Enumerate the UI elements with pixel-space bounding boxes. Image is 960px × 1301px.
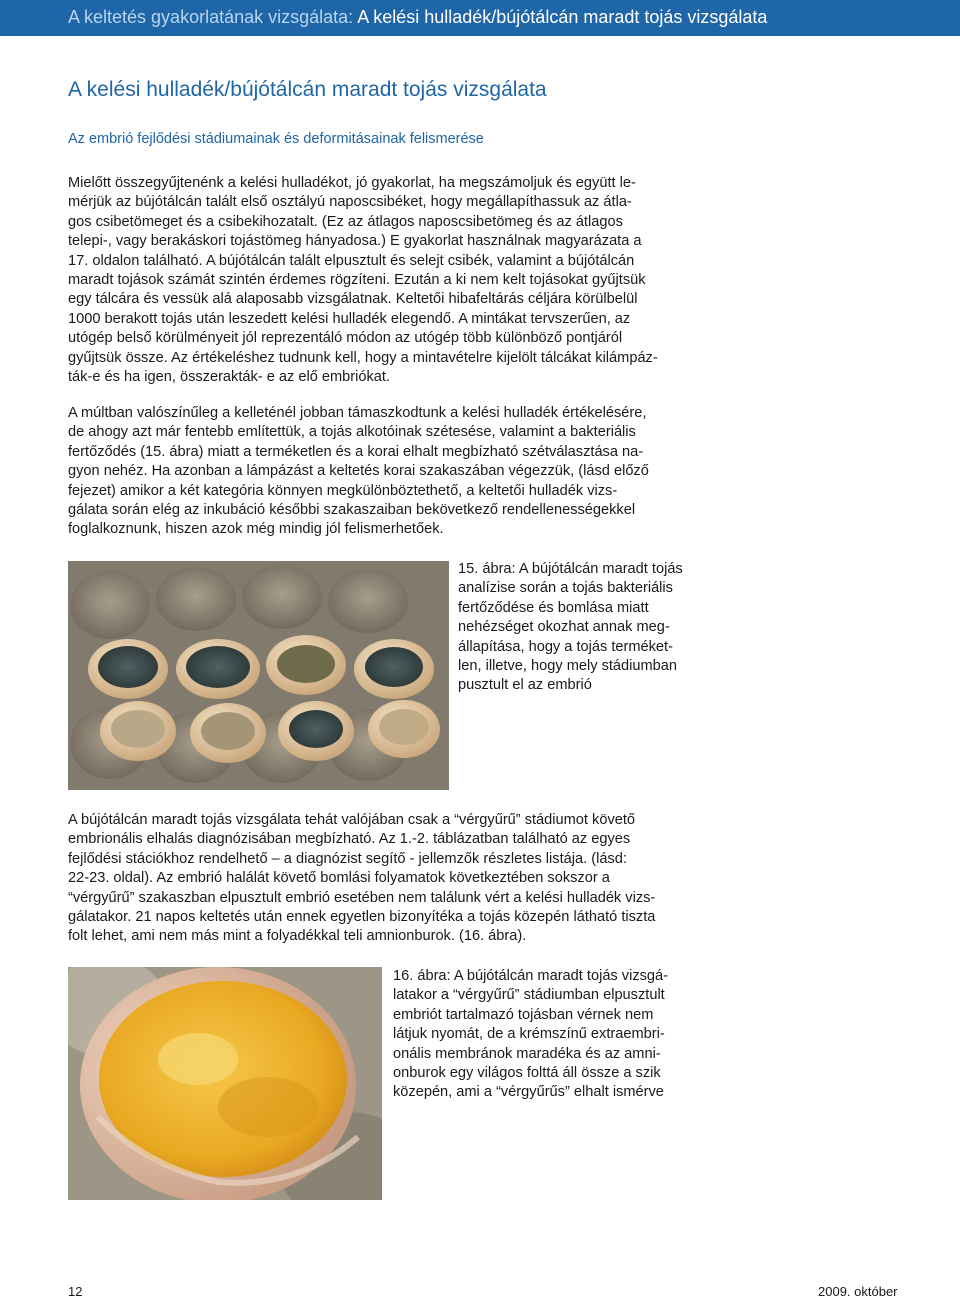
caption-line: analízise során a tojás bakteriális (458, 580, 673, 597)
paragraph-line: fejezet) amikor a két kategória könnyen megkülönböztethető, a keltetői hulladék vizs- (68, 482, 618, 499)
caption-line: 15. ábra: A bújótálcán maradt tojás (458, 561, 683, 577)
caption-line: látjuk nyomát, de a krémszínű extraembri- (393, 1026, 665, 1043)
caption-line: közepén, ami a “vérgyűrűs” elhalt ismérve (393, 1084, 664, 1101)
paragraph-line: 1000 berakott tojás után leszedett kelési hulladék elegendő. A mintákat tervszerűen, az (68, 310, 631, 327)
figure-15-caption (458, 560, 718, 696)
paragraph-line: embrionális elhalás diagnózisában megbízható. Az 1.-2. táblázatban található az egyes (68, 831, 631, 848)
paragraph-line: egy tálcára és vessük alá alaposabb vizsgálatnak. Keltetői hibafeltárás céljára körülbelül (68, 291, 638, 308)
caption-line: pusztult el az embrió (458, 677, 592, 694)
figure-16-egg-photo (68, 967, 382, 1200)
paragraph-line: gyon nehéz. Ha azonban a lámpázást a keltetés korai szakaszában végezzük, (lásd előző (68, 463, 649, 480)
page-title: A kelési hulladék/bújótálcán maradt tojás vizsgálata (68, 78, 547, 101)
paragraph-line: maradt tojások számát szintén érdemes rögzíteni. Ezután a ki nem kelt tojásokat gyűjtsük (68, 272, 646, 289)
paragraph-line: ták-e és ha igen, összerakták- e az elő embriókat. (68, 369, 391, 386)
caption-line: nehézséget okozhat annak meg- (458, 619, 670, 636)
paragraph-line: fejlődési stációkhoz rendelhető – a diagnózist segítő - jellemzők részletes listája. (lásd: (68, 850, 627, 867)
running-header-prefix: A keltetés gyakorlatának vizsgálata: (68, 7, 354, 27)
caption-line: onális membránok maradéka és az amni- (393, 1045, 661, 1062)
paragraph-line: A bújótálcán maradt tojás vizsgálata tehát valójában csak a “vérgyűrű” stádiumot követő (68, 812, 636, 828)
paragraph-line: de ahogy azt már fentebb említettük, a tojás alkotóinak szétesése, valamint a bakteriális (68, 424, 636, 441)
caption-line: állapítása, hogy a tojás terméket- (458, 638, 673, 655)
paragraph-line: A múltban valószínűleg a kelleténél jobban támaszkodtunk a kelési hulladék értékelésére, (68, 405, 647, 421)
running-header-title: A kelési hulladék/bújótálcán maradt tojás vizsgálata (357, 7, 768, 27)
paragraph-line: 22-23. oldal). Az embrió halálát követő bomlási folyamatok következtében sokszor a (68, 870, 610, 887)
caption-line: 16. ábra: A bújótálcán maradt tojás vizsgá- (393, 968, 669, 984)
paragraph-line: mérjük az bújótálcán talált első osztályú naposcsibéket, hogy megállapíthassuk az átla- (68, 194, 632, 211)
caption-line: onburok egy világos folttá áll össze a szik (393, 1065, 661, 1082)
running-header (68, 7, 767, 28)
paragraph-line: fertőződés (15. ábra) miatt a terméketlen és a korai elhalt megbízható szétválasztása na- (68, 443, 644, 460)
paragraph-line: gos csibetömeget és a csibekihozatalt. (Ez az átlagos naposcsibetömeg és az átlagos (68, 213, 623, 230)
egg-yolk-photo-illustration (68, 967, 382, 1200)
section-subtitle: Az embrió fejlődési stádiumainak és deformitásainak felismerése (68, 131, 484, 147)
page-header-bar (0, 0, 960, 36)
paragraph-line: gálata során elég az inkubáció későbbi szakaszaiban bekövetkező rendellenességekkel (68, 502, 636, 519)
paragraph-3 (68, 811, 709, 947)
caption-line: fertőződése és bomlása miatt (458, 599, 649, 616)
paragraph-line: gyűjtsük össze. Az értékeléshez tudnunk kell, hogy a mintavételre kijelölt tálcákat kilámpáz- (68, 349, 658, 366)
figure-15-egg-tray-photo (68, 561, 449, 790)
paragraph-line: utógép belső körülményeit jól reprezentáló módon az utógép több különböző pontjáról (68, 330, 623, 347)
egg-tray-photo-illustration (68, 561, 449, 790)
paragraph-line: telepi-, vagy berakáskori tojástömeg hányadosa.) E gyakorlat használnak magyarázata a (68, 233, 642, 250)
caption-line: embriót tartalmazó tojásban vérnek nem (393, 1006, 654, 1023)
caption-line: len, illetve, hogy mely stádiumban (458, 658, 678, 675)
paragraph-line: 17. oldalon található. A bújótálcán talált elpusztult és selejt csibék, valamint a bújótálcán (68, 252, 635, 269)
paragraph-line: folt lehet, ami nem más mint a folyadékkal teli amnionburok. (16. ábra). (68, 928, 527, 945)
footer-date: 2009. október (818, 1284, 898, 1299)
paragraph-line: “vérgyűrű” szakaszban elpusztult embrió esetében nem találunk vért a kelési hulladék vizs- (68, 889, 656, 906)
paragraph-2 (68, 404, 709, 540)
paragraph-line: gálatakor. 21 napos keltetés után ennek egyetlen bizonyítéka a tojás közepén látható tiszta (68, 909, 656, 926)
caption-line: latakor a “vérgyűrű” stádiumban elpusztult (393, 987, 665, 1004)
page-number: 12 (68, 1284, 83, 1299)
figure-16-caption (393, 967, 713, 1103)
paragraph-1 (68, 174, 709, 387)
paragraph-line: Mielőtt összegyűjtenénk a kelési hulladékot, jó gyakorlat, ha megszámoljuk és együtt le- (68, 175, 636, 191)
paragraph-line: foglalkoznunk, hiszen azok még mindig jól felismerhetőek. (68, 521, 444, 538)
